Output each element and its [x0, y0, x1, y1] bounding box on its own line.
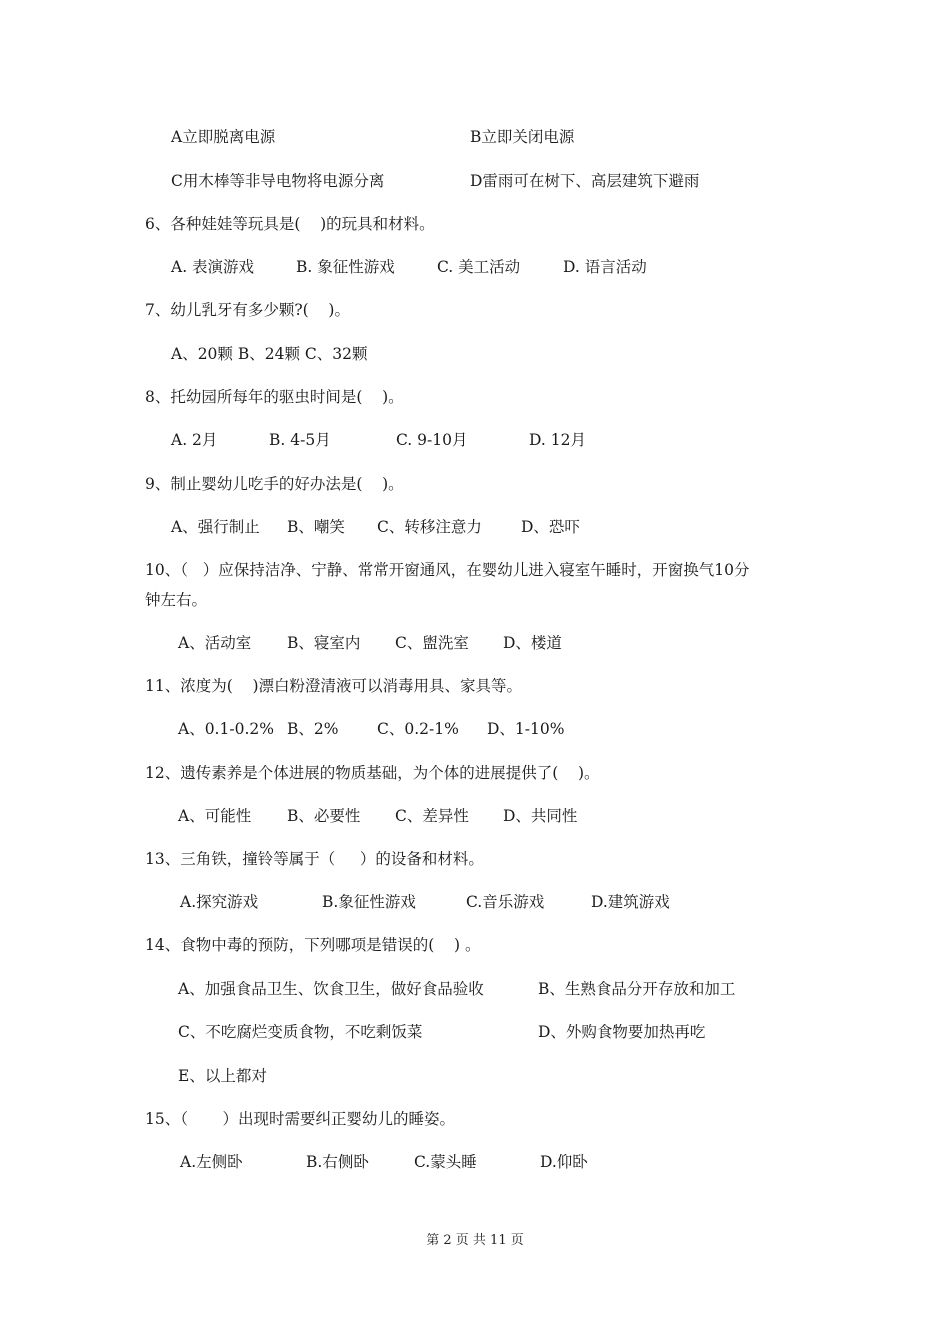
- q12-option-a: A、可能性: [178, 807, 252, 825]
- page-number-footer: 第 2 页 共 11 页: [426, 1233, 524, 1248]
- q6-option-b: B. 象征性游戏: [296, 258, 395, 276]
- q8-option-b: B. 4-5月: [269, 431, 331, 449]
- q12-option-b: B、必要性: [287, 807, 361, 825]
- q9-option-d: D、恐吓: [521, 518, 580, 536]
- q5-option-b: B立即关闭电源: [470, 128, 575, 146]
- q11-option-c: C、0.2-1%: [377, 720, 459, 738]
- q15-option-a: A.左侧卧: [180, 1153, 243, 1171]
- q7-options: A、20颗 B、24颗 C、32颗: [171, 345, 368, 363]
- q5-option-a: A立即脱离电源: [171, 128, 276, 146]
- q15-option-d: D.仰卧: [540, 1153, 588, 1171]
- q15-option-b: B.右侧卧: [306, 1153, 369, 1171]
- q6-option-a: A. 表演游戏: [171, 258, 255, 276]
- question-10-line-1: 10、（ ）应保持洁净、宁静、常常开窗通风，在婴幼儿进入寝室午睡时，开窗换气10分: [145, 561, 750, 579]
- q12-option-d: D、共同性: [503, 807, 578, 825]
- q13-option-d: D.建筑游戏: [591, 893, 670, 911]
- question-8: 8、托幼园所每年的驱虫时间是( )。: [145, 388, 404, 406]
- question-13: 13、三角铁，撞铃等属于（ ）的设备和材料。: [145, 850, 484, 868]
- question-11: 11、浓度为( )漂白粉澄清液可以消毒用具、家具等。: [145, 677, 523, 695]
- q6-option-c: C. 美工活动: [437, 258, 521, 276]
- question-7: 7、幼儿乳牙有多少颗?( )。: [145, 301, 350, 319]
- q11-option-d: D、1-10%: [487, 720, 565, 738]
- q11-option-a: A、0.1-0.2%: [178, 720, 274, 738]
- q13-option-a: A.探究游戏: [180, 893, 259, 911]
- q9-option-a: A、强行制止: [171, 518, 260, 536]
- q14-option-a: A、加强食品卫生、饮食卫生，做好食品验收: [178, 980, 484, 998]
- q10-option-b: B、寝室内: [287, 634, 361, 652]
- q12-option-c: C、差异性: [395, 807, 469, 825]
- q15-option-c: C.蒙头睡: [414, 1153, 477, 1171]
- question-14: 14、食物中毒的预防，下列哪项是错误的( ) 。: [145, 936, 481, 954]
- question-10-line-2: 钟左右。: [145, 591, 208, 609]
- question-6: 6、各种娃娃等玩具是( )的玩具和材料。: [145, 215, 435, 233]
- question-12: 12、遗传素养是个体进展的物质基础，为个体的进展提供了( )。: [145, 764, 600, 782]
- q10-option-a: A、活动室: [178, 634, 252, 652]
- q14-option-c: C、不吃腐烂变质食物，不吃剩饭菜: [178, 1023, 423, 1041]
- q10-option-c: C、盥洗室: [395, 634, 469, 652]
- question-15: 15、（ ）出现时需要纠正婴幼儿的睡姿。: [145, 1110, 455, 1128]
- q10-option-d: D、楼道: [503, 634, 562, 652]
- q14-option-e: E、以上都对: [178, 1067, 267, 1085]
- q14-option-b: B、生熟食品分开存放和加工: [538, 980, 736, 998]
- q8-option-d: D. 12月: [529, 431, 586, 449]
- q14-option-d: D、外购食物要加热再吃: [538, 1023, 706, 1041]
- q11-option-b: B、2%: [287, 720, 339, 738]
- q8-option-a: A. 2月: [171, 431, 218, 449]
- q5-option-d: D雷雨可在树下、高层建筑下避雨: [470, 172, 700, 190]
- q9-option-b: B、嘲笑: [287, 518, 345, 536]
- q5-option-c: C用木棒等非导电物将电源分离: [171, 172, 385, 190]
- q13-option-c: C.音乐游戏: [466, 893, 545, 911]
- q8-option-c: C. 9-10月: [396, 431, 468, 449]
- q6-option-d: D. 语言活动: [563, 258, 647, 276]
- q13-option-b: B.象征性游戏: [322, 893, 416, 911]
- q9-option-c: C、转移注意力: [377, 518, 482, 536]
- question-9: 9、制止婴幼儿吃手的好办法是( )。: [145, 475, 404, 493]
